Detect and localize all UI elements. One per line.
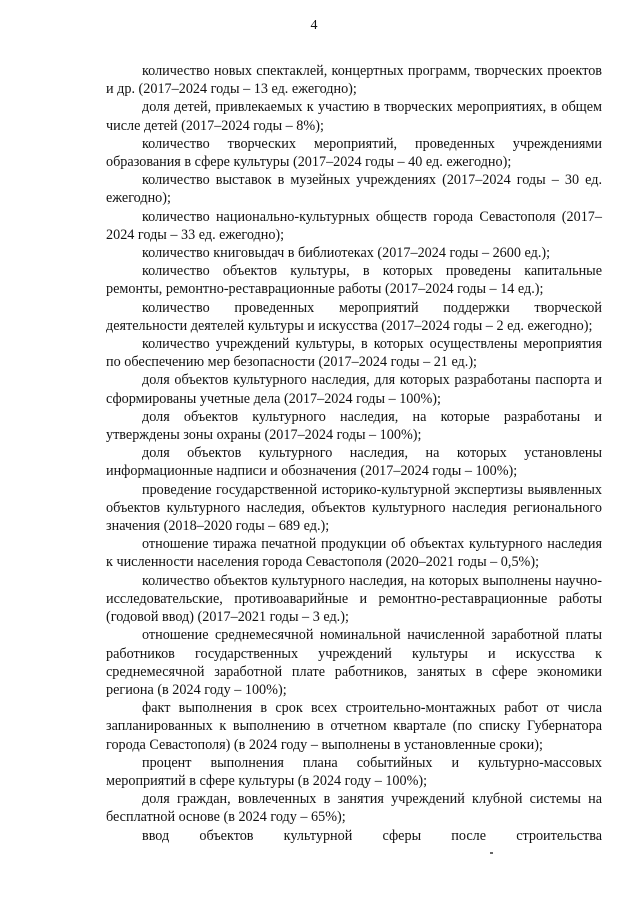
body-paragraph: доля объектов культурного наследия, для которых разработаны паспорта и сформированы учетные дела (2017–2024 годы – 100%); <box>106 372 602 407</box>
body-paragraph: количество объектов культурного наследия, на которых выполнены научно-исследовательские, противоаварийные и ремонтно-реставрационные работы (годовой ввод) (2017–2021 годы – 3 ед.); <box>106 572 602 626</box>
body-paragraph: количество выставок в музейных учреждениях (2017–2024 годы – 30 ед. ежегодно); <box>106 172 602 207</box>
body-paragraph: количество новых спектаклей, концертных программ, творческих проектов и др. (2017–2024 годы – 13 ед. ежегодно); <box>106 63 602 98</box>
body-paragraph: факт выполнения в срок всех строительно-монтажных работ от числа запланированных к выполнению в отчетном квартале (по списку Губернатора города Севастополя) (в 2024 году – выполнены в установленные сроки); <box>106 700 602 753</box>
body-paragraph: отношение среднемесячной номинальной начисленной заработной платы работников государственных учреждений культуры и искусства к среднемесячной заработной плате работников, занятых в сфере экономики региона (в 2024 году – 100%); <box>106 627 602 698</box>
body-paragraph: ввод объектов культурной сферы после строительства <box>142 827 602 844</box>
body-paragraph: количество национально-культурных обществ города Севастополя (2017–2024 годы – 33 ед. ежегодно); <box>106 208 602 243</box>
body-paragraph: доля объектов культурного наследия, на которые разработаны и утверждены зоны охраны (2017–2024 годы – 100%); <box>106 408 602 444</box>
body-paragraph: количество творческих мероприятий, проведенных учреждениями образования в сфере культуры (2017–2024 годы – 40 ед. ежегодно); <box>106 135 602 171</box>
body-paragraph: доля объектов культурного наследия, на которых установлены информационные надписи и обозначения (2017–2024 годы – 100%); <box>106 445 602 480</box>
scan-artifact <box>490 852 493 854</box>
body-paragraph: количество проведенных мероприятий поддержки творческой деятельности деятелей культуры и искусства (2017–2024 годы – 2 ед. ежегодно); <box>106 299 602 334</box>
body-paragraph: доля детей, привлекаемых к участию в творческих мероприятиях, в общем числе детей (2017–2024 годы – 8%); <box>106 99 602 134</box>
document-body <box>106 62 602 845</box>
body-paragraph: проведение государственной историко-культурной экспертизы выявленных объектов культурного наследия, объектов культурного наследия регионального значения (2018–2020 годы – 689 ед.); <box>106 481 602 535</box>
body-paragraph: процент выполнения плана событийных и культурно-массовых мероприятий в сфере культуры (в 2024 году – 100%); <box>106 754 602 789</box>
body-paragraph: отношение тиража печатной продукции об объектах культурного наследия к численности населения города Севастополя (2020–2021 годы – 0,5%); <box>106 536 602 571</box>
page-number: 4 <box>310 18 318 33</box>
body-paragraph: доля граждан, вовлеченных в занятия учреждений клубной системы на бесплатной основе (в 2024 году – 65%); <box>106 791 602 826</box>
body-paragraph: количество учреждений культуры, в которых осуществлены мероприятия по обеспечению мер безопасности (2017–2024 годы – 21 ед.); <box>106 336 602 371</box>
body-paragraph: количество объектов культуры, в которых проведены капитальные ремонты, ремонтно-реставрационные работы (2017–2024 годы – 14 ед.); <box>106 263 602 298</box>
body-paragraph: количество книговыдач в библиотеках (2017–2024 годы – 2600 ед.); <box>142 245 551 262</box>
